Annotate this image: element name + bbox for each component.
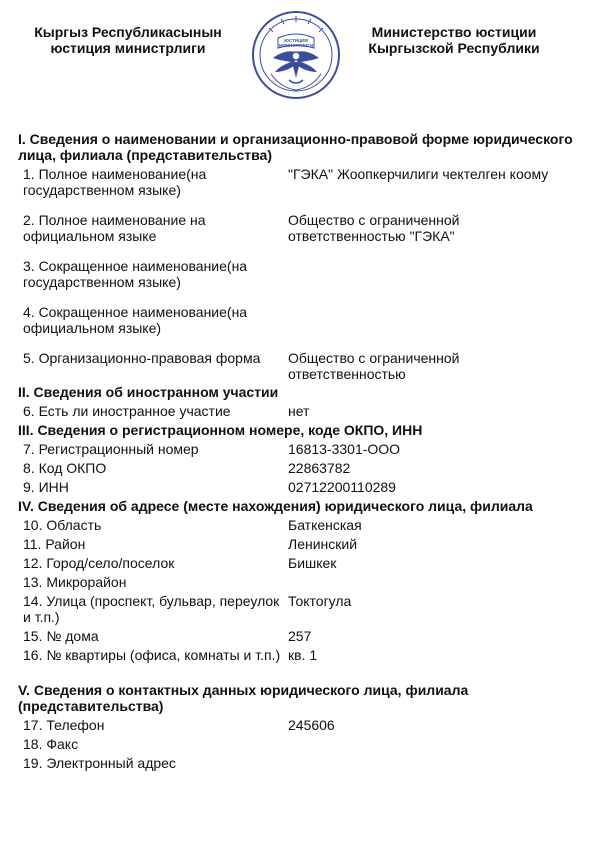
section-title: V. Сведения о контактных данных юридического лица, филиала (представительства) bbox=[18, 682, 469, 714]
field-value: Баткенская bbox=[288, 517, 362, 533]
field-row bbox=[18, 647, 578, 679]
field-label: 12. Город/село/поселок bbox=[23, 555, 175, 571]
field-row bbox=[18, 574, 578, 590]
field-value bbox=[288, 574, 578, 590]
field-label: 9. ИНН bbox=[23, 479, 69, 495]
field-label: 3. Сокращенное наименование(на государственном языке) bbox=[23, 258, 248, 290]
registration-record bbox=[18, 128, 578, 773]
field-row bbox=[18, 736, 578, 752]
field-label: 5. Организационно-правовая форма bbox=[23, 350, 261, 366]
field-value: 22863782 bbox=[288, 460, 351, 476]
field-row bbox=[18, 460, 578, 476]
header-right-line1: Министерство юстиции bbox=[371, 24, 537, 40]
field-label: 2. Полное наименование на официальном языке bbox=[23, 212, 206, 244]
field-value: Ленинский bbox=[288, 536, 358, 552]
field-value bbox=[288, 736, 578, 752]
field-label: 6. Есть ли иностранное участие bbox=[23, 403, 231, 419]
field-value: Общество с ограниченной ответственностью "ГЭКА" bbox=[288, 212, 460, 244]
field-row bbox=[18, 628, 578, 644]
field-row bbox=[18, 755, 578, 771]
emblem-caption: МИНИСТРЛИГИ bbox=[278, 43, 314, 48]
field-label: 18. Факс bbox=[23, 736, 79, 752]
field-label: 15. № дома bbox=[23, 628, 99, 644]
field-row bbox=[18, 517, 578, 533]
field-row bbox=[18, 258, 578, 290]
field-label: 7. Регистрационный номер bbox=[23, 441, 199, 457]
field-label: 8. Код ОКПО bbox=[23, 460, 107, 476]
field-label: 11. Район bbox=[23, 536, 86, 552]
field-row bbox=[18, 479, 578, 495]
field-row bbox=[18, 350, 578, 382]
field-row bbox=[18, 403, 578, 419]
field-row bbox=[18, 536, 578, 552]
field-value: 245606 bbox=[288, 717, 335, 733]
section-title: II. Сведения об иностранном участии bbox=[18, 384, 279, 400]
field-value bbox=[288, 304, 578, 336]
field-row bbox=[18, 717, 578, 733]
section-title: I. Сведения о наименовании и организационно-правовой форме юридического лица, филиала (представительства) bbox=[18, 131, 573, 163]
field-label: 4. Сокращенное наименование(на официальном языке) bbox=[23, 304, 248, 336]
field-value bbox=[288, 258, 578, 290]
section-title: III. Сведения о регистрационном номере, коде ОКПО, ИНН bbox=[18, 422, 423, 438]
header-right-ministry-name bbox=[352, 24, 556, 56]
field-value: 16813-3301-ООО bbox=[288, 441, 401, 457]
field-row bbox=[18, 555, 578, 571]
field-row bbox=[18, 441, 578, 457]
header-left-line1: Кыргыз Республикасынын bbox=[34, 24, 222, 40]
field-value: 257 bbox=[288, 628, 312, 644]
emblem-caption: ЮСТИЦИЯ bbox=[284, 38, 308, 43]
header-left-ministry-name bbox=[16, 24, 240, 56]
field-value: Токтогула bbox=[288, 593, 352, 609]
field-label: 13. Микрорайон bbox=[23, 574, 127, 590]
field-value: Бишкек bbox=[288, 555, 337, 571]
field-label: 1. Полное наименование(на государственном языке) bbox=[23, 166, 207, 198]
ministry-emblem-icon bbox=[251, 10, 341, 100]
field-row bbox=[18, 212, 578, 244]
field-value: кв. 1 bbox=[288, 647, 318, 663]
field-value bbox=[288, 755, 578, 771]
field-label: 14. Улица (проспект, бульвар, переулок и т.п.) bbox=[23, 593, 280, 625]
field-row bbox=[18, 304, 578, 336]
field-value: 02712200110289 bbox=[288, 479, 396, 495]
field-label: 10. Область bbox=[23, 517, 102, 533]
document-header bbox=[0, 10, 592, 110]
field-value: "ГЭКА" Жоопкерчилиги чектелген коому bbox=[288, 166, 549, 182]
field-row bbox=[18, 166, 578, 198]
field-label: 16. № квартиры (офиса, комнаты и т.п.) bbox=[23, 647, 281, 663]
section-title: IV. Сведения об адресе (месте нахождения) юридического лица, филиала bbox=[18, 498, 533, 514]
header-left-line2: юстиция министрлиги bbox=[50, 40, 206, 56]
field-row bbox=[18, 593, 578, 625]
field-value: Общество с ограниченной ответственностью bbox=[288, 350, 460, 382]
field-label: 17. Телефон bbox=[23, 717, 105, 733]
field-label: 19. Электронный адрес bbox=[23, 755, 176, 771]
field-value: нет bbox=[288, 403, 310, 419]
header-right-line2: Кыргызской Республики bbox=[368, 40, 540, 56]
